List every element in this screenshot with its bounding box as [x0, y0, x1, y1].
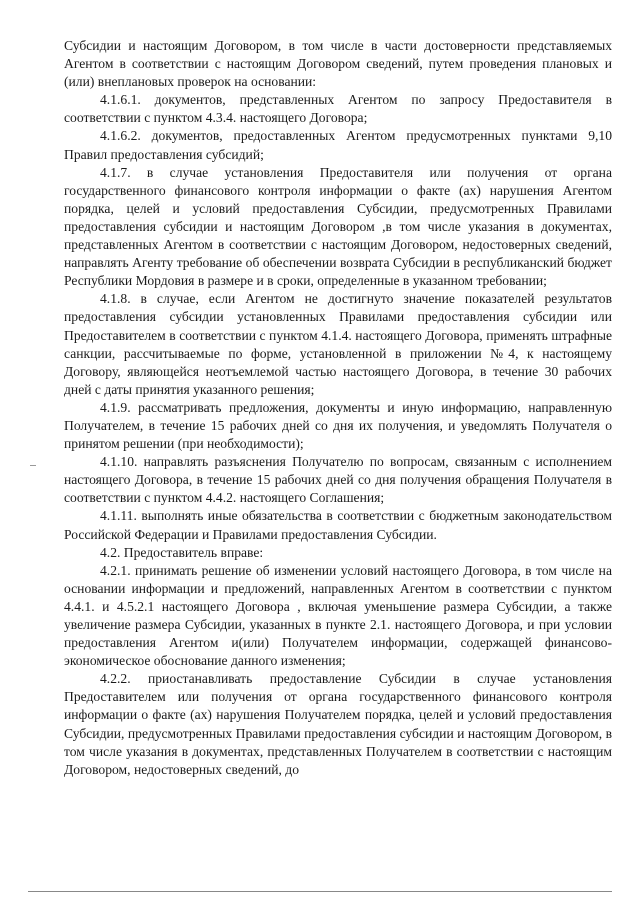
paragraph-4-1-7: 4.1.7. в случае установления Предоставителя или получения от органа государственного финансового контроля информации о факте (ах) нарушения Агентом порядка, целей и условий предоставления Субсидии, предусмотренных Правилами предоставления субсидии и настоящим Договором ,в том числе указания в документах, представленных Агентом в соответствии с настоящим Договором, недостоверных сведений, направлять Агенту требование об обеспечении возврата Субсидии в республиканский бюджет Республики Мордовия в размере и в сроки, определенные в указанном требовании; [64, 164, 612, 289]
paragraph-4-1-9: 4.1.9. рассматривать предложения, документы и иную информацию, направленную Получателем, в течение 15 рабочих дней со дня их получения, и уведомлять Получателя о принятом решении (при необходимости); [64, 399, 612, 452]
paragraph-4-2-2: 4.2.2. приостанавливать предоставление Субсидии в случае установления Предоставителем или получения от органа государственного финансового контроля информации о факте (ах) нарушения Получателем порядка, целей и условий предоставления Субсидии, предусмотренных Правилами предоставления субсидии и настоящим Договором, в том числе указания в документах, представленных Получателем в соответствии с настоящим Договором, недостоверных сведений, до [64, 671, 612, 777]
document-page [64, 37, 612, 779]
paragraph-4-1-6-1: 4.1.6.1. документов, представленных Агентом по запросу Предоставителя в соответствии с пунктом 4.3.4. настоящего Договора; [64, 92, 612, 126]
paragraph-4-1-6-2: 4.1.6.2. документов, предоставленных Агентом предусмотренных пунктами 9,10 Правил предоставления субсидий; [64, 128, 612, 162]
paragraph-4-2-1: 4.2.1. принимать решение об изменении условий настоящего Договора, в том числе на основании информации и предложений, направленных Агентом в соответствии с пунктом 4.4.1. и 4.5.2.1 настоящего Договора , включая уменьшение размера Субсидии, а также увеличение размера Субсидии, указанных в пункте 2.1. настоящего Договора, и при условии предоставления Агентом и(или) Получателем информации, содержащей финансово-экономическое обоснование данного изменения; [64, 562, 612, 669]
paragraph-continuation: Субсидии и настоящим Договором, в том числе в части достоверности представляемых Агентом в соответствии с настоящим Договором сведений, путем проведения плановых и (или) внеплановых проверок на основании: [64, 38, 612, 90]
paragraph-4-2-heading: 4.2. Предоставитель вправе: [100, 544, 264, 560]
scan-mark [30, 465, 36, 466]
paragraph-4-1-10: 4.1.10. направлять разъяснения Получателю по вопросам, связанным с исполнением настоящего Договора, в течение 15 рабочих дней со дня получения обращения Получателя в соответствии с пунктом 4.4.2. настоящего Соглашения; [64, 454, 612, 506]
page-bottom-rule [28, 891, 612, 892]
paragraph-4-1-8: 4.1.8. в случае, если Агентом не достигнуто значение показателей результатов предоставления субсидии установленных Правилами предоставления субсидии или Предоставителем в соответствии с пунктом 4.1.4. настоящего Договора, применять штрафные санкции, рассчитываемые по форме, установленной в приложении №4, к настоящему Договору, являющейся неотъемлемой частью настоящего Договора, в течение 30 рабочих дней с даты принятия указанного решения; [64, 291, 612, 397]
paragraph-4-1-11: 4.1.11. выполнять иные обязательства в соответствии с бюджетным законодательством Российской Федерации и Правилами предоставления Субсидии. [64, 508, 612, 542]
